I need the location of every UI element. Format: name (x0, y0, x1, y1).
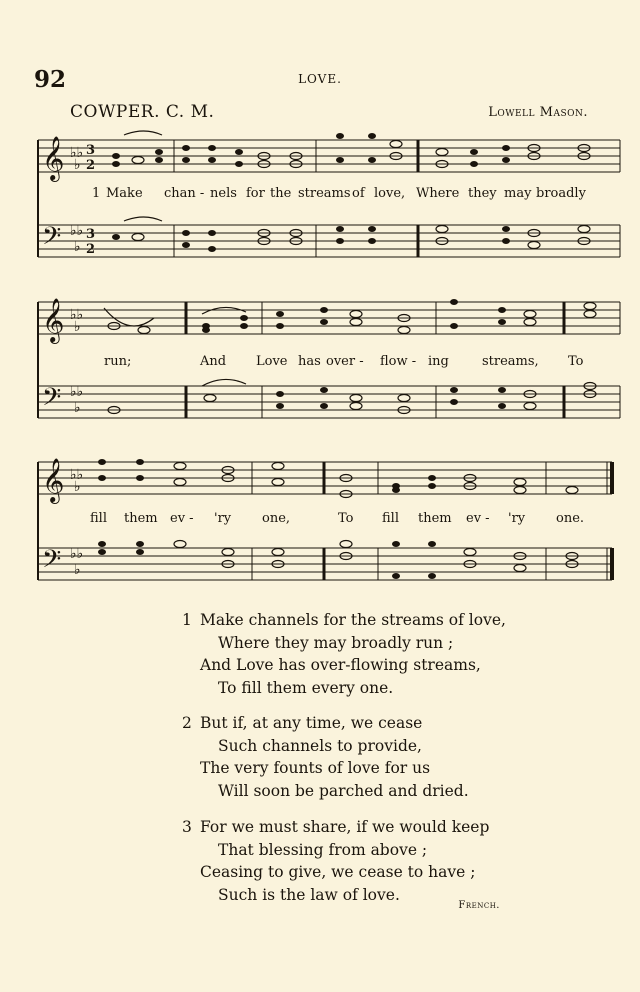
svg-text:♭♭: ♭♭ (70, 546, 84, 562)
svg-text:2: 2 (86, 242, 96, 257)
svg-text:♭♭: ♭♭ (70, 145, 84, 161)
svg-text:♭♭: ♭♭ (70, 307, 84, 323)
svg-text:𝄢: 𝄢 (42, 383, 62, 418)
verse-line: Ceasing to give, we cease to have ; (200, 863, 476, 881)
svg-text:2: 2 (86, 158, 96, 173)
svg-text:♭: ♭ (74, 157, 81, 173)
tune-name: COWPER. C. M. (70, 102, 215, 122)
verse-1 (182, 609, 506, 699)
svg-text:♭: ♭ (74, 562, 81, 578)
verse-number: 2 (182, 714, 192, 732)
svg-text:𝄞: 𝄞 (42, 458, 65, 502)
verse-line: For we must share, if we would keep (200, 818, 490, 836)
system-3-staves (34, 452, 624, 592)
verse-line: Where they may broadly run ; (218, 633, 454, 652)
svg-text:3: 3 (86, 227, 96, 242)
svg-text:♭: ♭ (74, 319, 81, 335)
verse-2 (182, 712, 469, 802)
music-system-1: 𝄞 𝄢 ♭♭ ♭ ♭♭ ♭ 3 2 3 2 1 Make chan - nels for the streams of love, Where they may broadly (34, 125, 624, 265)
page-number: 92 (34, 66, 67, 93)
verse-line: The very founts of love for us (200, 759, 431, 777)
svg-text:𝄢: 𝄢 (42, 545, 62, 580)
svg-text:♭: ♭ (74, 479, 81, 495)
verse-number: 3 (182, 818, 192, 836)
verse-line: But if, at any time, we cease (200, 714, 423, 732)
svg-text:♭♭: ♭♭ (70, 384, 84, 400)
svg-text:♭♭: ♭♭ (70, 467, 84, 483)
svg-text:♭: ♭ (74, 239, 81, 255)
svg-text:♭: ♭ (74, 400, 81, 416)
svg-text:𝄢: 𝄢 (42, 222, 62, 257)
verse-line: Such is the law of love. (218, 885, 400, 904)
verse-line: To fill them every one. (218, 678, 394, 697)
svg-text:3: 3 (86, 143, 96, 158)
composer: Lowell Mason. (488, 105, 588, 120)
verse-line: And Love has over-flowing streams, (200, 656, 481, 674)
attribution: French. (458, 900, 500, 911)
verse-line: That blessing from above ; (218, 840, 428, 859)
verse-line: Make channels for the streams of love, (200, 611, 506, 629)
running-head: LOVE. (298, 72, 342, 86)
music-system-2: 𝄞 𝄢 ♭♭ ♭ ♭♭ ♭ run; And Love has over - flow - ing streams, To (34, 290, 624, 430)
verse-line: Will soon be parched and dried. (218, 781, 469, 800)
verse-number: 1 (182, 611, 192, 629)
music-system-3: 𝄞 𝄢 ♭♭ ♭ ♭♭ ♭ fill them ev - 'ry one, To fill them ev - 'ry one. (34, 452, 624, 592)
verse-line: Such channels to provide, (218, 736, 422, 755)
svg-text:♭♭: ♭♭ (70, 223, 84, 239)
svg-text:𝄞: 𝄞 (42, 298, 65, 342)
svg-text:𝄞: 𝄞 (42, 136, 65, 180)
verse-3 (182, 816, 489, 906)
